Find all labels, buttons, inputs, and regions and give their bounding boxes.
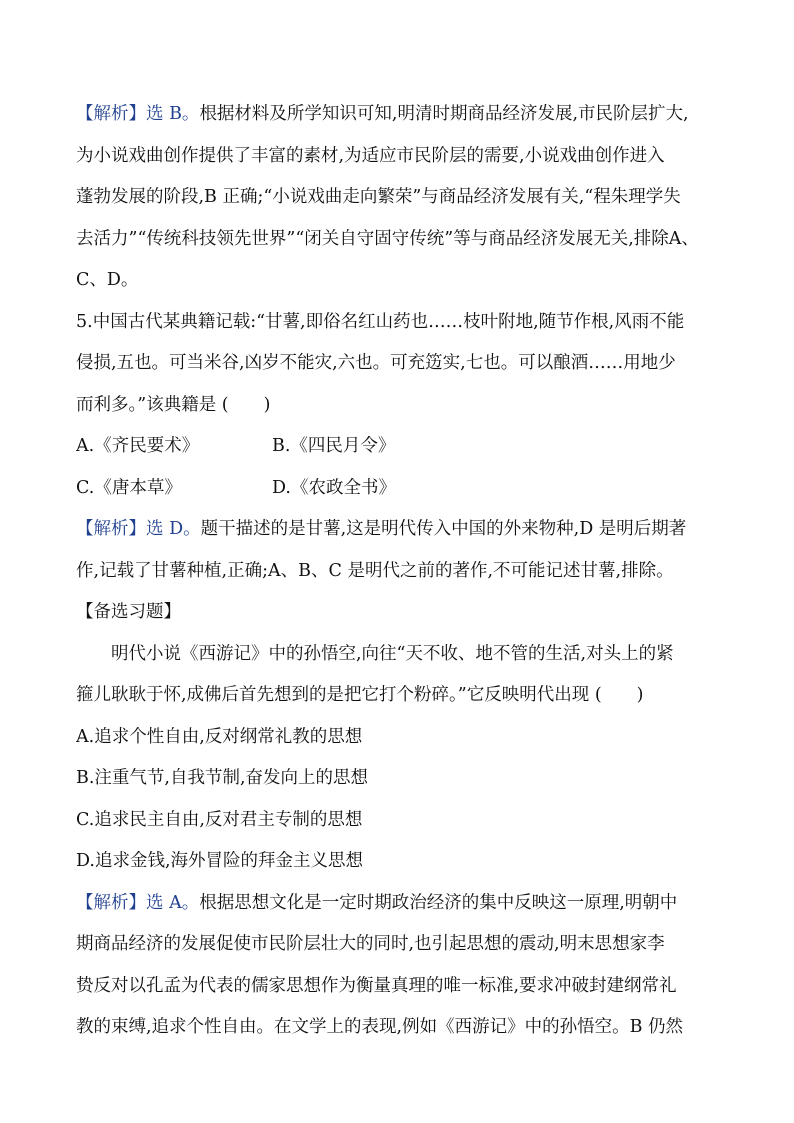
option-b: B.《四民月令》: [272, 436, 396, 456]
backup-option-d: D.追求金钱,海外冒险的拜金主义思想: [76, 851, 364, 871]
analysis-3-line-3: 贽反对以孔孟为代表的儒家思想作为衡量真理的唯一标准,要求冲破封建纲常礼: [76, 975, 677, 996]
question-5-line-3: 而利多。”该典籍是 ( ): [76, 394, 271, 415]
analysis-line-4: 去活力”“传统科技领先世界”“闭关自守固守传统”等与商品经济发展无关,排除A、: [76, 228, 699, 249]
analysis-label: 【解析】: [76, 519, 146, 539]
analysis-text: 教的束缚,追求个性自由。在文学上的表现,例如《西游记》中的孙悟空。: [76, 1017, 630, 1037]
answer-choice: 选 A。: [146, 892, 200, 913]
analysis-label: 【解析】: [76, 104, 146, 124]
backup-option-c: C.追求民主自由,反对君主专制的思想: [76, 809, 363, 830]
backup-option-a: A.追求个性自由,反对纲常礼教的思想: [76, 726, 363, 747]
analysis-text: 题干描述的是甘薯,这是明代传入中国的外来物种,D 是明后期著: [200, 519, 687, 539]
analysis-3-line-4: [76, 1007, 726, 1049]
analysis-line-5: C、D。: [76, 270, 139, 290]
analysis-3-line-2: 期商品经济的发展促使市民阶层壮大的同时,也引起思想的震动,明末思想家李: [76, 934, 665, 954]
backup-question-line-1: 明代小说《西游记》中的孙悟空,向往“天不收、地不管的生活,对头上的紧: [111, 643, 674, 664]
answer-choice: 选 D。: [146, 519, 201, 539]
analysis-text: 根据材料及所学知识可知,明清时期商品经济发展,市民阶层扩大,: [199, 104, 689, 124]
backup-option-b: B.注重气节,自我节制,奋发向上的思想: [76, 768, 369, 788]
answer-choice: 选 B。: [146, 104, 200, 124]
analysis-label: 【解析】: [76, 892, 146, 913]
question-5-options-row-1: [76, 426, 726, 468]
backup-question-line-2: 箍儿耿耿于怀,成佛后首先想到的是把它打个粉碎。”它反映明代出现 ( ): [76, 685, 644, 705]
analysis-line-1: [76, 94, 726, 136]
analysis-2-line-2: 作,记载了甘薯种植,正确;A、B、C 是明代之前的著作,不可能记述甘薯,排除。: [76, 560, 674, 581]
backup-heading: 【备选习题】: [76, 602, 181, 622]
question-5-line-2: 侵损,五也。可当米谷,凶岁不能灾,六也。可充笾实,七也。可以酿酒……用地少: [76, 353, 676, 373]
option-c: C.《唐本草》: [76, 477, 182, 498]
analysis-tail: B 仍然: [629, 1017, 684, 1037]
question-5-line-1: 5.中国古代某典籍记载:“甘薯,即俗名红山药也……枝叶附地,随节作根,风雨不能: [76, 311, 685, 332]
analysis-line-3: 蓬勃发展的阶段,B 正确;“小说戏曲走向繁荣”与商品经济发展有关,“程朱理学失: [76, 187, 681, 207]
analysis-text: 根据思想文化是一定时期政治经济的集中反映这一原理,明朝中: [199, 892, 678, 913]
option-d: D.《农政全书》: [272, 477, 396, 498]
analysis-2-line-1: [76, 509, 726, 551]
document-page: [76, 94, 726, 1049]
question-5-options-row-2: [76, 468, 726, 510]
analysis-line-2: 为小说戏曲创作提供了丰富的素材,为适应市民阶层的需要,小说戏曲创作进入: [76, 145, 665, 166]
analysis-3-line-1: [76, 883, 726, 925]
option-a: A.《齐民要术》: [76, 436, 200, 456]
